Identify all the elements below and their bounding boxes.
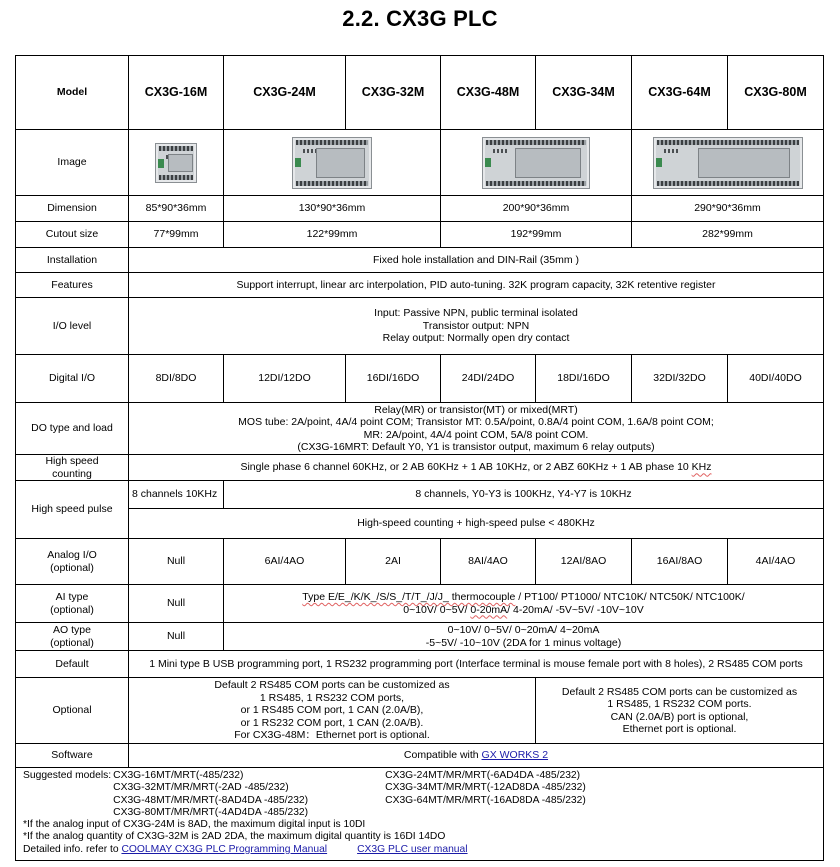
optional-right-line-1: Default 2 RS485 COM ports can be customized as xyxy=(561,685,798,698)
hs-counting-label-line-2: counting xyxy=(52,467,92,480)
model-48m: CX3G-48M xyxy=(441,56,536,130)
optional-left-line-5: For CX3G-48M：Ethernet port is optional. xyxy=(234,729,430,742)
software-row xyxy=(16,744,824,768)
ai-type-line-1 xyxy=(227,591,820,604)
dimension-64m-80m: 290*90*36mm xyxy=(632,196,824,222)
model-16m: CX3G-16M xyxy=(129,56,224,130)
model-right-1: CX3G-24MT/MR/MRT(-6AD4DA -485/232) xyxy=(385,770,581,781)
analog-io-80m: 4AI/4AO xyxy=(728,539,824,585)
digital-io-16m: 8DI/8DO xyxy=(129,355,224,403)
software-prefix: Compatible with xyxy=(403,749,482,762)
model-right-2: CX3G-34MT/MR/MRT(-12AD8DA -485/232) xyxy=(385,782,586,794)
model-left-4: CX3G-80MT/MR/MRT(-4AD4DA -485/232) xyxy=(113,806,309,818)
model-left-1: CX3G-16MT/MRT(-485/232) xyxy=(113,770,244,781)
software-label: Software xyxy=(16,744,129,768)
dimension-24m-32m: 130*90*36mm xyxy=(224,196,441,222)
detail-prefix: Detailed info. refer to xyxy=(23,843,122,855)
ai-type-line-2 xyxy=(227,604,820,617)
analog-io-32m: 2AI xyxy=(346,539,441,585)
model-64m: CX3G-64M xyxy=(632,56,728,130)
spec-table xyxy=(15,55,824,861)
gx-works-link[interactable]: GX WORKS 2 xyxy=(481,749,549,762)
plc-32m-image xyxy=(292,137,372,189)
digital-io-34m: 18DI/16DO xyxy=(536,355,632,403)
suggested-models-grid xyxy=(113,770,645,819)
digital-io-80m: 40DI/40DO xyxy=(728,355,824,403)
features-label: Features xyxy=(16,273,129,298)
optional-label: Optional xyxy=(16,678,129,744)
do-type-value xyxy=(129,403,824,455)
do-type-line-4: (CX3G-16MRT: Default Y0, Y1 is transistor output, maximum 6 relay outputs) xyxy=(297,441,655,453)
suggested-label: Suggested models: xyxy=(23,770,112,781)
hs-pulse-row-1 xyxy=(16,481,824,509)
do-type-line-3: MR: 2A/point, 4A/4 point COM, 5A/8 point COM. xyxy=(363,428,589,441)
cutout-16m: 77*99mm xyxy=(129,222,224,248)
analog-io-34m: 12AI/8AO xyxy=(536,539,632,585)
ao-type-label-line-2: (optional) xyxy=(50,636,94,649)
installation-row xyxy=(16,248,824,273)
io-level-line-2: Transistor output: NPN xyxy=(422,319,530,332)
image-24m-32m xyxy=(224,130,441,196)
digital-io-label: Digital I/O xyxy=(16,355,129,403)
optional-left xyxy=(129,678,536,744)
io-level-line-3: Relay output: Normally open dry contact xyxy=(382,332,570,345)
analog-io-label-line-1: Analog I/O xyxy=(47,549,97,561)
hs-counting-text: Single phase 6 channel 60KHz, or 2 AB 60KHz + 1 AB 10KHz, or 2 ABZ 60KHz + 1 AB phase 10 xyxy=(240,461,692,474)
optional-right-line-2: 1 RS485, 1 RS232 COM ports. xyxy=(607,698,752,710)
dimension-16m: 85*90*36mm xyxy=(129,196,224,222)
model-24m: CX3G-24M xyxy=(224,56,346,130)
ai-type-line-1-post: / PT100/ PT1000/ NTC10K/ NTC50K/ NTC100K/ xyxy=(515,591,745,603)
hs-counting-unit: KHz xyxy=(691,461,712,474)
features-row xyxy=(16,273,824,298)
model-label: Model xyxy=(16,56,129,130)
ai-type-16m: Null xyxy=(129,585,224,623)
model-left-3: CX3G-48MT/MR/MRT(-8AD4DA -485/232) xyxy=(113,794,309,806)
plc-48m-image xyxy=(482,137,590,189)
optional-left-line-1: Default 2 RS485 COM ports can be customized as xyxy=(214,679,450,692)
digital-io-48m: 24DI/24DO xyxy=(441,355,536,403)
analog-io-48m: 8AI/4AO xyxy=(441,539,536,585)
ai-type-value xyxy=(224,585,824,623)
software-value xyxy=(129,744,824,768)
page-title: 2.2. CX3G PLC xyxy=(342,6,498,31)
hs-pulse-all: High-speed counting + high-speed pulse < 480KHz xyxy=(129,509,824,539)
analog-io-64m: 16AI/8AO xyxy=(632,539,728,585)
io-level-line-1: Input: Passive NPN, public terminal isolated xyxy=(374,307,578,320)
dimension-label: Dimension xyxy=(16,196,129,222)
ao-type-row xyxy=(16,623,824,651)
installation-value: Fixed hole installation and DIN-Rail (35mm ) xyxy=(129,248,824,273)
optional-right xyxy=(536,678,824,744)
plc-64m-image xyxy=(653,137,803,189)
cutout-48m-34m: 192*99mm xyxy=(441,222,632,248)
dimension-48m-34m: 200*90*36mm xyxy=(441,196,632,222)
hs-counting-value xyxy=(129,455,824,481)
footer-row xyxy=(16,768,824,861)
installation-label: Installation xyxy=(16,248,129,273)
optional-left-line-4: or 1 RS232 COM port, 1 CAN (2.0A/B). xyxy=(240,716,424,729)
model-row xyxy=(16,56,824,130)
cutout-24m-32m: 122*99mm xyxy=(224,222,441,248)
cutout-64m-80m: 282*99mm xyxy=(632,222,824,248)
image-48m-34m xyxy=(441,130,632,196)
hs-pulse-16m: 8 channels 10KHz xyxy=(129,481,224,509)
hs-counting-label xyxy=(16,455,129,481)
analog-io-24m: 6AI/4AO xyxy=(224,539,346,585)
hs-pulse-row-2 xyxy=(16,509,824,539)
ai-type-line-1-pre: Type E/E_/K/K_/S/S_/T/T_/J/J_ thermocouple xyxy=(302,591,516,603)
plc-16m-image xyxy=(155,143,197,183)
model-left-2: CX3G-32MT/MR/MRT(-2AD -485/232) xyxy=(113,782,289,794)
ai-type-label xyxy=(16,585,129,623)
ai-type-line-2-post: / 4-20mA/ -5V~5V/ -10V~10V xyxy=(507,603,644,616)
optional-left-line-3: or 1 RS485 COM port, 1 CAN (2.0A/B), xyxy=(240,704,424,717)
optional-left-line-2: 1 RS485, 1 RS232 COM ports, xyxy=(259,691,405,704)
note-1: *If the analog input of CX3G-24M is 8AD, the maximum digital input is 10DI xyxy=(23,819,366,831)
analog-io-16m: Null xyxy=(129,539,224,585)
io-level-label: I/O level xyxy=(16,298,129,355)
io-level-value xyxy=(129,298,824,355)
ao-type-line-2: -5~5V/ -10~10V (2DA for 1 minus voltage) xyxy=(425,636,622,649)
digital-io-32m: 16DI/16DO xyxy=(346,355,441,403)
model-34m: CX3G-34M xyxy=(536,56,632,130)
image-64m-80m xyxy=(632,130,824,196)
hs-counting-row xyxy=(16,455,824,481)
analog-io-row xyxy=(16,539,824,585)
analog-io-label-line-2: (optional) xyxy=(50,561,94,574)
optional-right-line-4: Ethernet port is optional. xyxy=(622,723,737,735)
cutout-label: Cutout size xyxy=(16,222,129,248)
do-type-line-1: Relay(MR) or transistor(MT) or mixed(MRT) xyxy=(374,403,578,416)
default-row xyxy=(16,651,824,678)
do-type-line-2: MOS tube: 2A/point, 4A/4 point COM; Transistor MT: 0.5A/point, 0.8A/4 point COM, 1.6A/8 point COM; xyxy=(238,416,714,428)
suggested-models xyxy=(23,770,816,819)
model-32m: CX3G-32M xyxy=(346,56,441,130)
ai-type-line-2-squig: 0-20mA xyxy=(470,603,508,616)
ao-type-value xyxy=(224,623,824,651)
ai-type-line-2-pre: 0~10V/ 0~5V/ xyxy=(403,603,471,616)
user-manual-link[interactable]: CX3G PLC user manual xyxy=(357,843,468,855)
ao-type-line-1: 0~10V/ 0~5V/ 0~20mA/ 4~20mA xyxy=(447,624,600,636)
analog-io-label xyxy=(16,539,129,585)
dimension-row xyxy=(16,196,824,222)
hs-pulse-label: High speed pulse xyxy=(16,481,129,539)
do-type-row xyxy=(16,403,824,455)
ai-type-row xyxy=(16,585,824,623)
optional-row xyxy=(16,678,824,744)
optional-right-line-3: CAN (2.0A/B) port is optional, xyxy=(610,710,749,723)
hs-pulse-others: 8 channels, Y0-Y3 is 100KHz, Y4-Y7 is 10KHz xyxy=(224,481,824,509)
default-value: 1 Mini type B USB programming port, 1 RS232 programming port (Interface terminal is mouse female port with 8 holes), 2 RS485 COM ports xyxy=(129,651,824,678)
digital-io-64m: 32DI/32DO xyxy=(632,355,728,403)
default-label: Default xyxy=(16,651,129,678)
note-2: *If the analog quantity of CX3G-32M is 2AD 2DA, the maximum digital quantity is 16DI 14DO xyxy=(23,831,446,843)
image-label: Image xyxy=(16,130,129,196)
detail-line xyxy=(23,844,816,856)
do-type-label: DO type and load xyxy=(16,403,129,455)
ai-type-label-line-2: (optional) xyxy=(50,603,94,616)
ai-type-label-line-1: AI type xyxy=(55,591,89,603)
model-80m: CX3G-80M xyxy=(728,56,824,130)
ao-type-label xyxy=(16,623,129,651)
io-level-row xyxy=(16,298,824,355)
ao-type-16m: Null xyxy=(129,623,224,651)
ao-type-label-line-1: AO type xyxy=(53,624,91,636)
image-row xyxy=(16,130,824,196)
image-16m xyxy=(129,130,224,196)
digital-io-row xyxy=(16,355,824,403)
model-right-3: CX3G-64MT/MR/MRT(-16AD8DA -485/232) xyxy=(385,794,586,806)
cutout-row xyxy=(16,222,824,248)
hs-counting-label-line-1: High speed xyxy=(45,455,99,467)
digital-io-24m: 12DI/12DO xyxy=(224,355,346,403)
programming-manual-link[interactable]: COOLMAY CX3G PLC Programming Manual xyxy=(121,843,328,855)
footer-cell xyxy=(16,768,824,861)
features-value: Support interrupt, linear arc interpolation, PID auto-tuning. 32K program capacity, 32K retentive register xyxy=(129,273,824,298)
